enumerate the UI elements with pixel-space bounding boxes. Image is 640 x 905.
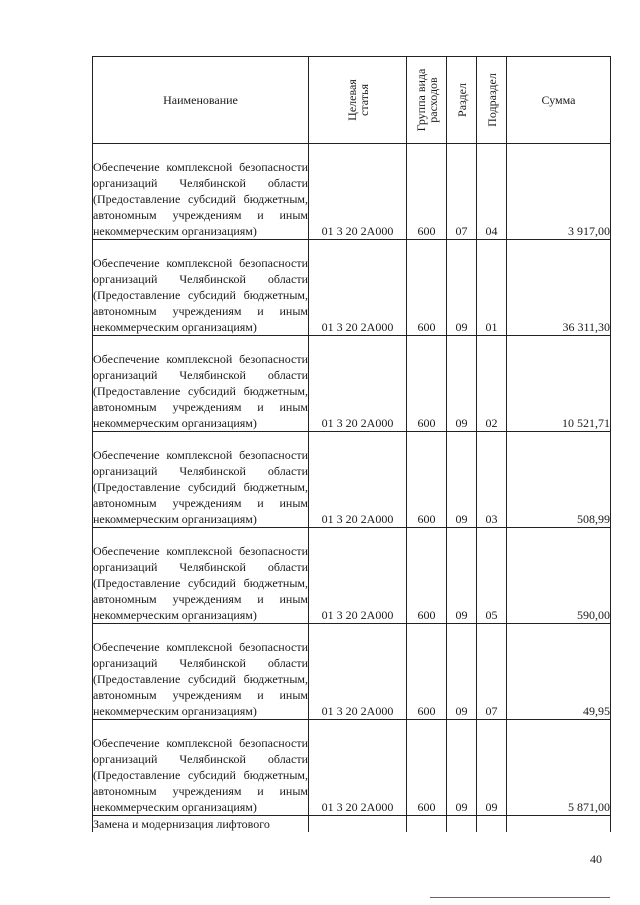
row-section: 09 (447, 720, 477, 816)
row-name: Обеспечение комплексной безопасности организаций Челябинской области (Предоставление субсидий бюджетным, автономным учреждениям и иным некоммерческим организациям) (93, 144, 309, 240)
row-subsection: 07 (477, 624, 507, 720)
row-name: Обеспечение комплексной безопасности организаций Челябинской области (Предоставление субсидий бюджетным, автономным учреждениям и иным некоммерческим организациям) (93, 624, 309, 720)
row-subsection: 03 (477, 432, 507, 528)
header-row (93, 57, 611, 144)
row-sum: 36 311,30 (507, 240, 611, 336)
row-target: 01 3 20 2А000 (309, 144, 407, 240)
empty-cell (447, 816, 477, 833)
row-group: 600 (407, 528, 447, 624)
row-sum: 590,00 (507, 528, 611, 624)
table-row (93, 432, 611, 528)
budget-table (92, 56, 611, 832)
row-name: Обеспечение комплексной безопасности организаций Челябинской области (Предоставление субсидий бюджетным, автономным учреждениям и иным некоммерческим организациям) (93, 432, 309, 528)
row-subsection: 09 (477, 720, 507, 816)
row-group: 600 (407, 624, 447, 720)
row-section: 07 (447, 144, 477, 240)
page-number: 40 (590, 852, 602, 866)
table-row (93, 240, 611, 336)
row-subsection: 05 (477, 528, 507, 624)
row-target: 01 3 20 2А000 (309, 528, 407, 624)
header-sum: Сумма (507, 57, 611, 144)
row-target: 01 3 20 2А000 (309, 432, 407, 528)
row-subsection: 01 (477, 240, 507, 336)
row-section: 09 (447, 624, 477, 720)
header-subsection (477, 57, 507, 144)
header-group (407, 57, 447, 144)
row-section: 09 (447, 432, 477, 528)
row-subsection: 02 (477, 336, 507, 432)
table-row-continuation (93, 816, 611, 833)
row-target: 01 3 20 2А000 (309, 624, 407, 720)
row-section: 09 (447, 528, 477, 624)
table-row (93, 624, 611, 720)
empty-cell (309, 816, 407, 833)
header-section-text: Раздел (454, 83, 469, 117)
row-group: 600 (407, 336, 447, 432)
row-name: Обеспечение комплексной безопасности организаций Челябинской области (Предоставление субсидий бюджетным, автономным учреждениям и иным некоммерческим организациям) (93, 528, 309, 624)
row-name: Обеспечение комплексной безопасности организаций Челябинской области (Предоставление субсидий бюджетным, автономным учреждениям и иным некоммерческим организациям) (93, 720, 309, 816)
row-group: 600 (407, 432, 447, 528)
footer-rule (430, 897, 610, 898)
header-target (309, 57, 407, 144)
row-section: 09 (447, 336, 477, 432)
row-name: Замена и модернизация лифтового (93, 816, 309, 833)
row-sum: 3 917,00 (507, 144, 611, 240)
header-target-text: Целевая статья (344, 79, 371, 121)
table-row (93, 336, 611, 432)
row-sum: 5 871,00 (507, 720, 611, 816)
row-section: 09 (447, 240, 477, 336)
row-group: 600 (407, 720, 447, 816)
row-target: 01 3 20 2А000 (309, 720, 407, 816)
empty-cell (477, 816, 507, 833)
table-row (93, 144, 611, 240)
row-subsection: 04 (477, 144, 507, 240)
header-subsection-text: Подраздел (484, 73, 499, 127)
table-row (93, 528, 611, 624)
empty-cell (507, 816, 611, 833)
row-sum: 49,95 (507, 624, 611, 720)
table-row (93, 720, 611, 816)
row-sum: 508,99 (507, 432, 611, 528)
header-group-text: Группа вида расходов (413, 68, 440, 132)
row-group: 600 (407, 144, 447, 240)
header-section (447, 57, 477, 144)
row-sum: 10 521,71 (507, 336, 611, 432)
row-group: 600 (407, 240, 447, 336)
header-name: Наименование (93, 57, 309, 144)
empty-cell (407, 816, 447, 833)
row-target: 01 3 20 2А000 (309, 240, 407, 336)
row-name: Обеспечение комплексной безопасности организаций Челябинской области (Предоставление субсидий бюджетным, автономным учреждениям и иным некоммерческим организациям) (93, 336, 309, 432)
row-name: Обеспечение комплексной безопасности организаций Челябинской области (Предоставление субсидий бюджетным, автономным учреждениям и иным некоммерческим организациям) (93, 240, 309, 336)
row-target: 01 3 20 2А000 (309, 336, 407, 432)
